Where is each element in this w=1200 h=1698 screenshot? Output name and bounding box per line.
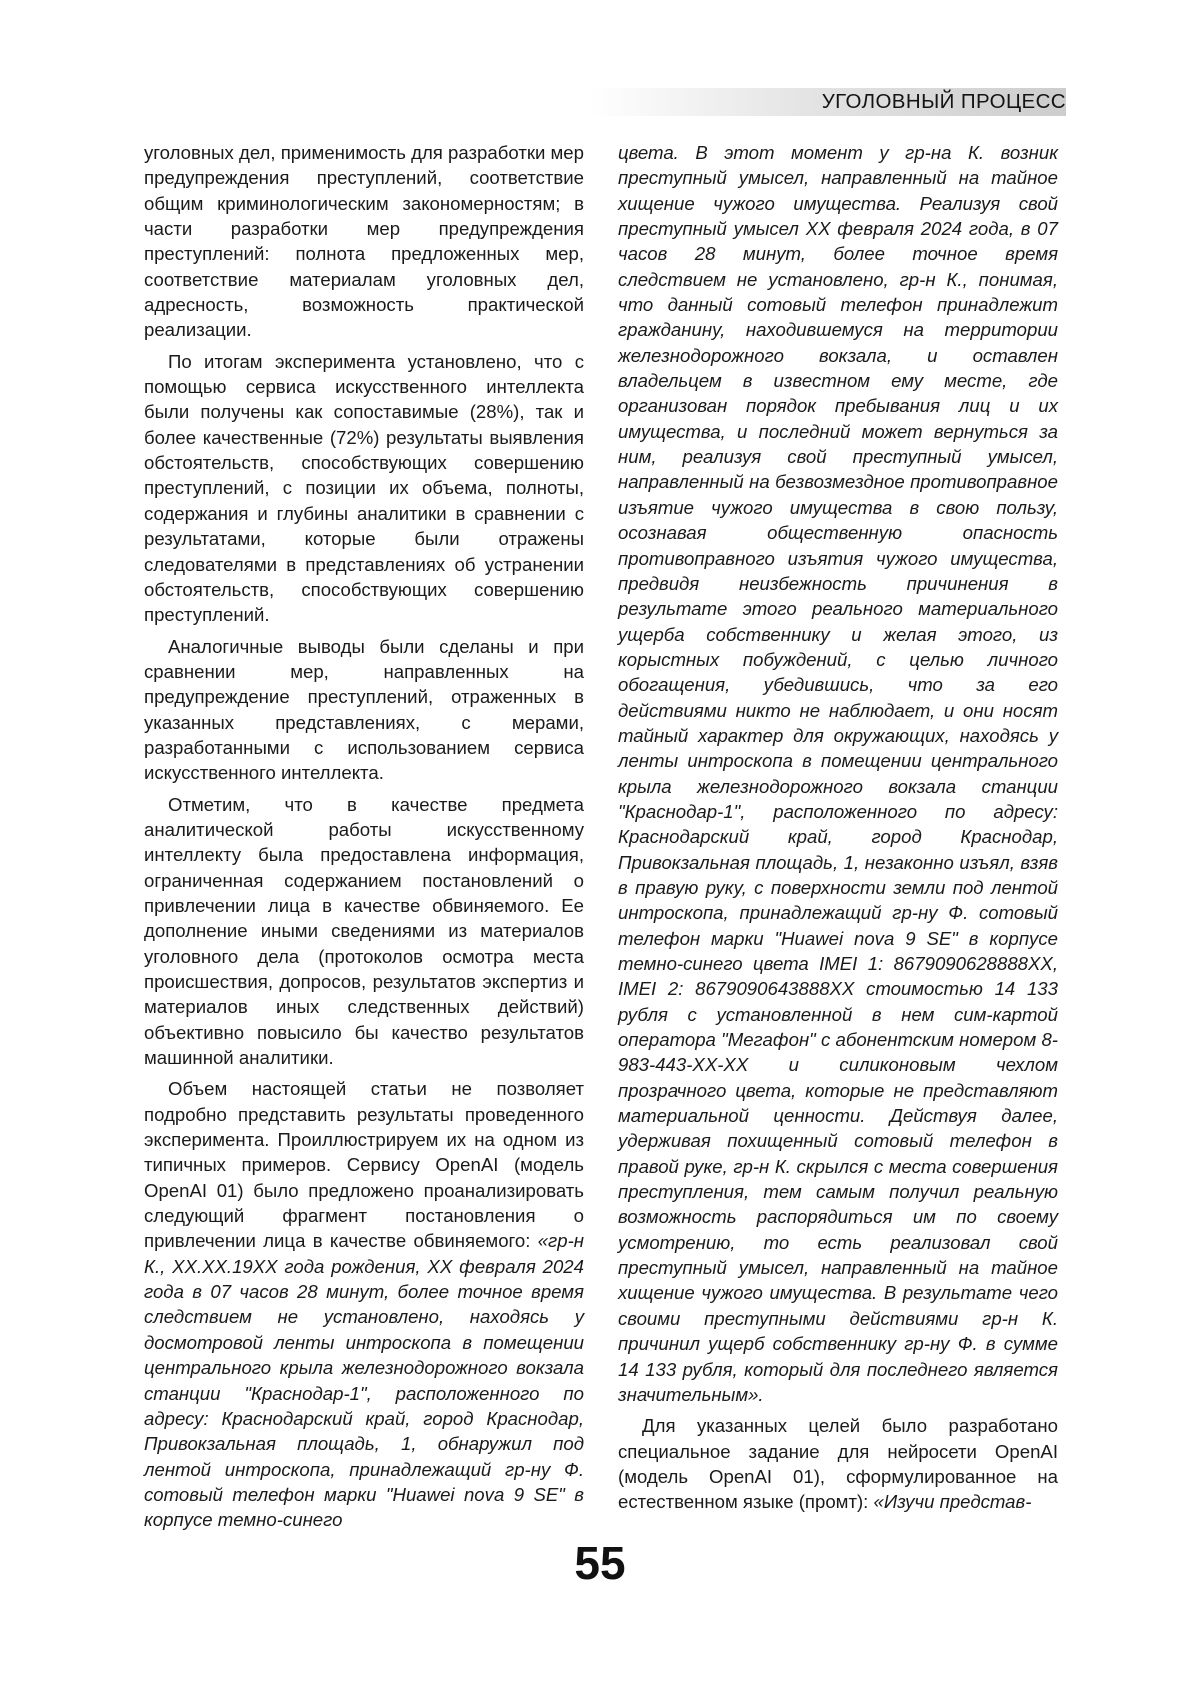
- page-number: 55: [574, 1537, 626, 1589]
- left-paragraph-4: Отметим, что в качестве предмета аналитической работы искусственному интеллекту была предоставлена информация, ограниченная содержанием постановлений о привлечении лица в качестве обвиняемого. Ее дополнение иными сведениями из материалов уголовного дела (протоколов осмотра места происшествия, допросов, результатов экспертиз и материалов иных следственных действий) объективно повысило бы качество результатов машинной аналитики.: [144, 793, 584, 1069]
- right-paragraph-1-quote: цвета. В этот момент у гр-на К. возник преступный умысел, направленный на тайное хищение чужого имущества. Реализуя свой преступный умысел ХХ февраля 2024 года, в 07 часов 28 минут, более точное время следствием не установлено, гр-н К., понимая, что данный сотовый телефон принадлежит гражданину, находившемуся на территории железнодорожного вокзала, и оставлен владельцем в известном ему месте, где организован порядок пребывания лиц и их имущества, и последний может вернуться за ним, реализуя свой преступный умысел, направленный на безвозмездное противоправное изъятие чужого имущества в свою пользу, осознавая общественную опасность противоправного изъятия чужого имущества, предвидя неизбежность причинения в результате этого реального материального ущерба собственнику и желая этого, из корыстных побуждений, с целью личного обогащения, убедившись, что за его действиями никто не наблюдает, и они носят тайный характер для окружающих, находясь у ленты интроскопа в помещении центрального крыла железнодорожного вокзала станции "Краснодар-1", расположенного по адресу: Краснодарский край, город Краснодар, Привокзальная площадь, 1, незаконно изъял, взяв в правую руку, с поверхности земли под лентой интроскопа, принадлежащий гр-ну Ф. сотовый телефон марки "Huawei nova 9 SE" в корпусе темно-синего цвета IMEI 1: 8679090628888ХХ, IMEI 2: 8679090643888ХХ стоимостью 14 133 рубля с установленной в нем сим-картой оператора "Мегафон" с абонентским номером 8-983-443-ХХ-ХХ и силиконовым чехлом прозрачного цвета, которые не представляют материальной ценности. Действуя далее, удерживая похищенный сотовый телефон в правой руке, гр-н К. скрылся с места совершения преступления, тем самым получил реальную возможность распорядиться им по своему усмотрению, то есть реализовал свой преступный умысел, направленный на тайное хищение чужого имущества. В результате чего своими преступными действиями гр-н К. причинил ущерб собственнику гр-ну Ф. в сумме 14 133 рубля, который для последнего является значительным».: [618, 142, 1058, 1405]
- section-title: УГОЛОВНЫЙ ПРОЦЕСС: [821, 90, 1066, 113]
- left-paragraph-5-quote: «гр-н К., ХХ.ХХ.19ХХ года рождения, ХХ февраля 2024 года в 07 часов 28 минут, более точное время следствием не установлено, находясь у досмотровой ленты интроскопа в помещении центрального крыла железнодорожного вокзала станции "Краснодар-1", расположенного по адресу: Краснодарский край, город Краснодар, Привокзальная площадь, 1, обнаружил под лентой интроскопа, принадлежащий гр-ну Ф. сотовый телефон марки "Huawei nova 9 SE" в корпусе темно-синего: [144, 1230, 584, 1531]
- right-paragraph-2-quote: «Изучи представ-: [873, 1491, 1032, 1513]
- left-paragraph-5-text: Объем настоящей статьи не позволяет подробно представить результаты проведенного эксперимента. Проиллюстрируем их на одном из типичных примеров. Сервису OpenAI (модель OpenAI 01) было предложено проанализировать следующий фрагмент постановления о привлечении лица в качестве обвиняемого:: [144, 1078, 584, 1252]
- right-paragraph-2-text: Для указанных целей было разработано специальное задание для нейросети OpenAI (модель OpenAI 01), сформулированное на естественном языке (промт):: [618, 1415, 1058, 1513]
- left-column: [144, 140, 584, 1533]
- left-paragraph-3: Аналогичные выводы были сделаны и при сравнении мер, направленных на предупреждение преступлений, отраженных в указанных представлениях, с мерами, разработанными с использованием сервиса искусственного интеллекта.: [144, 635, 584, 784]
- right-column: [618, 140, 1058, 1515]
- left-paragraph-1: уголовных дел, применимость для разработки мер предупреждения преступлений, соответствие общим криминологическим закономерностям; в части разработки мер предупреждения преступлений: полнота предложенных мер, соответствие материалам уголовных дел, адресность, возможность практической реализации.: [144, 142, 584, 341]
- right-paragraph-2: [618, 1413, 1058, 1514]
- left-paragraph-2: По итогам эксперимента установлено, что с помощью сервиса искусственного интеллекта были получены как сопоставимые (28%), так и более качественные (72%) результаты выявления обстоятельств, способствующих совершению преступлений, с позиции их объема, полноты, содержания и глубины аналитики в сравнении с результатами, которые были отражены следователями в представлениях об устранении обстоятельств, способствующих совершению преступлений.: [144, 350, 584, 626]
- left-paragraph-5: [144, 1076, 584, 1532]
- right-paragraph-1: [618, 140, 1058, 1407]
